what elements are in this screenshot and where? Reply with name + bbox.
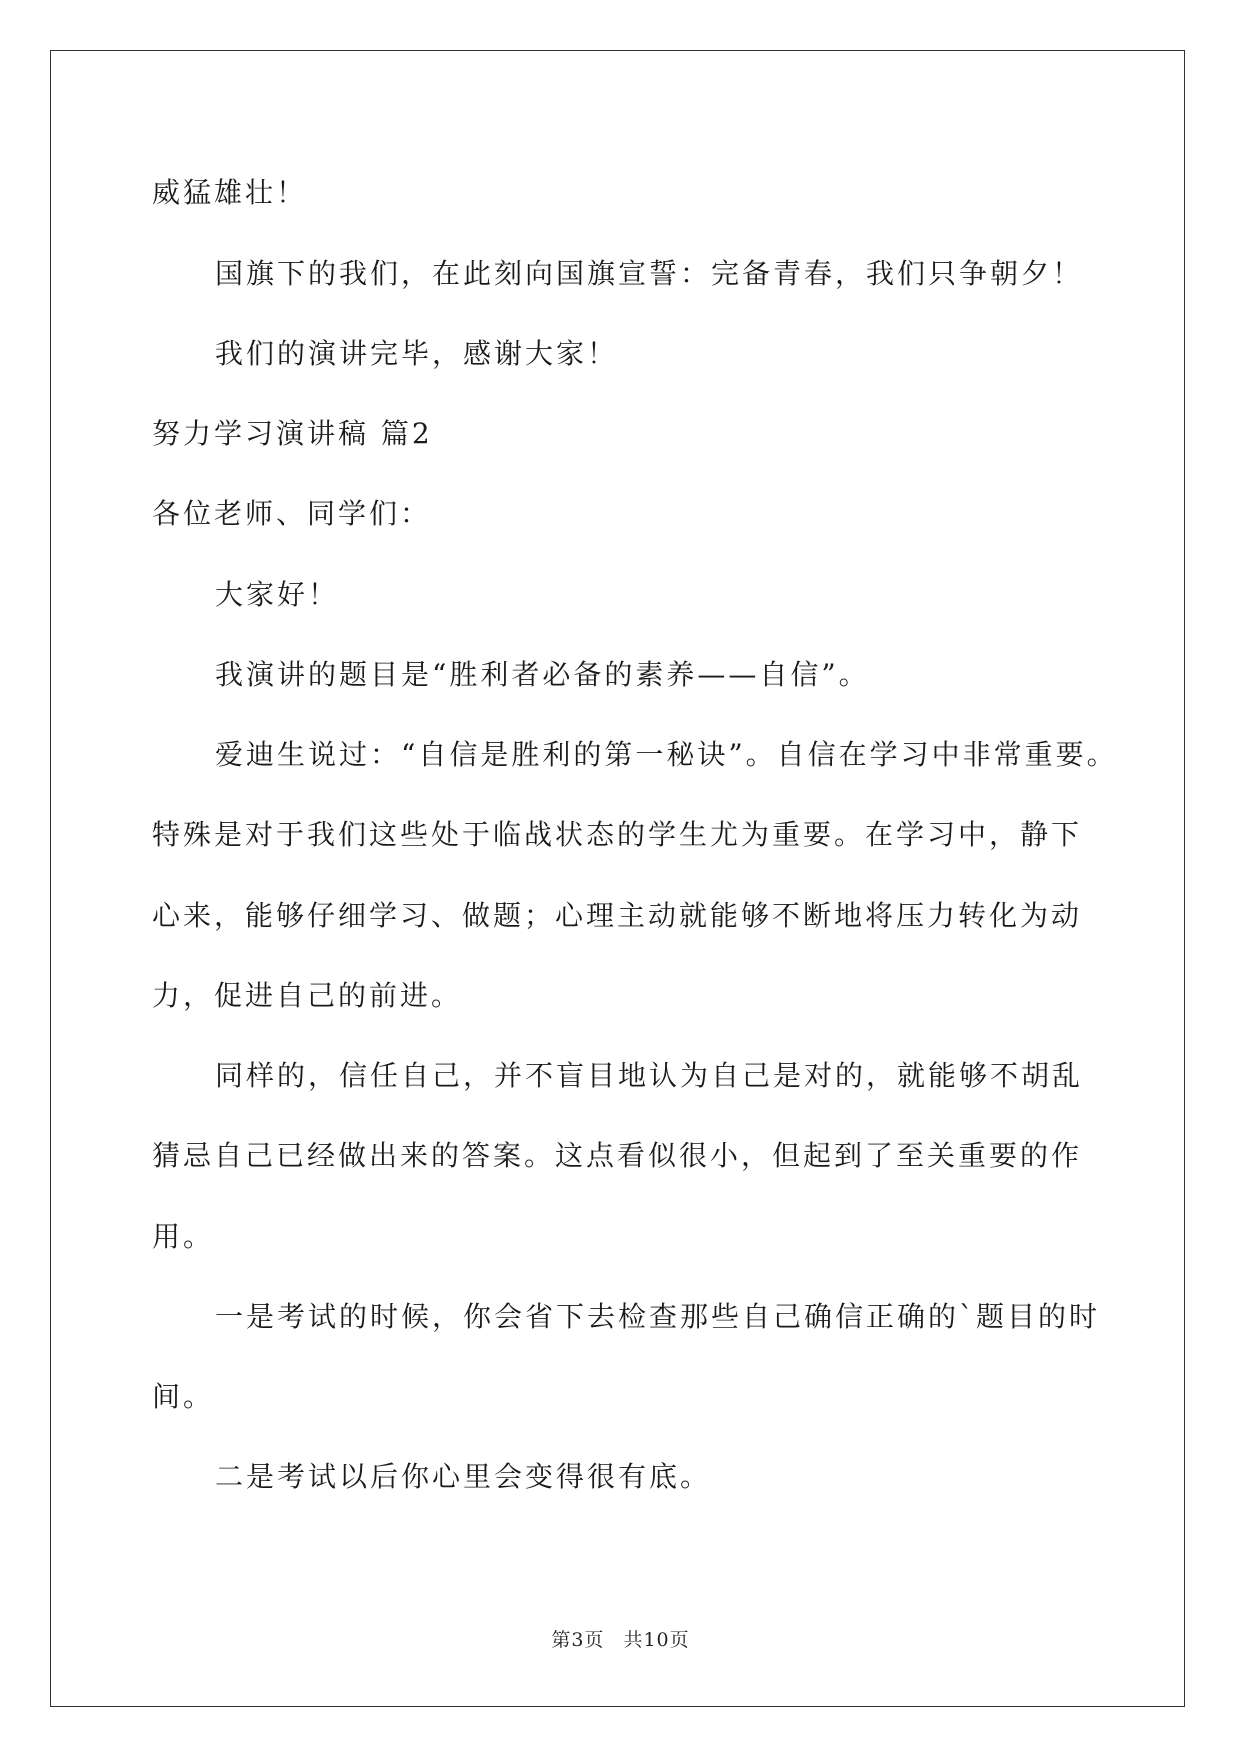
paragraph-line: 间。	[152, 1380, 215, 1413]
paragraph-line: 一是考试的时候，你会省下去检查那些自己确信正确的`题目的时	[215, 1300, 1101, 1333]
paragraph-line: 国旗下的我们，在此刻向国旗宣誓：完备青春，我们只争朝夕！	[215, 257, 1084, 290]
paragraph-line: 二是考试以后你心里会变得很有底。	[215, 1460, 712, 1493]
paragraph-line: 爱迪生说过：“自信是胜利的第一秘诀”。自信在学习中非常重要。	[215, 738, 1118, 771]
paragraph-line: 我们的演讲完毕，感谢大家！	[215, 337, 619, 370]
page-footer	[0, 1625, 1241, 1652]
section-heading: 努力学习演讲稿 篇2	[152, 417, 433, 450]
paragraph-line: 心来，能够仔细学习、做题；心理主动就能够不断地将压力转化为动	[152, 899, 1083, 932]
paragraph-line: 威猛雄壮！	[152, 176, 308, 209]
greeting: 大家好！	[215, 578, 340, 611]
salutation: 各位老师、同学们：	[152, 497, 432, 530]
page-number-current: 第3页	[551, 1629, 605, 1651]
paragraph-line: 特殊是对于我们这些处于临战状态的学生尤为重要。在学习中，静下	[152, 818, 1083, 851]
paragraph-line: 猜忌自己已经做出来的答案。这点看似很小，但起到了至关重要的作	[152, 1139, 1083, 1172]
paragraph-line: 同样的，信任自己，并不盲目地认为自己是对的，就能够不胡乱	[215, 1059, 1084, 1092]
paragraph-line: 我演讲的题目是“胜利者必备的素养——自信”。	[215, 658, 870, 691]
paragraph-line: 力，促进自己的前进。	[152, 979, 463, 1012]
paragraph-line: 用。	[152, 1220, 215, 1253]
page-number-total: 共10页	[623, 1629, 690, 1651]
